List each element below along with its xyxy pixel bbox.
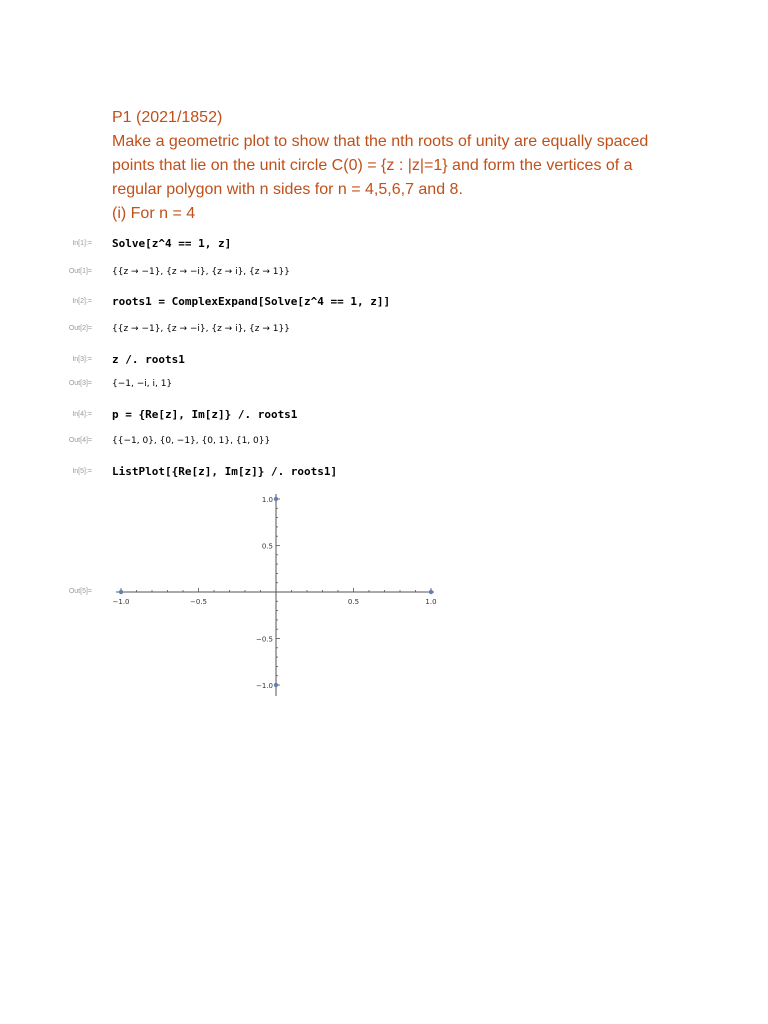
cell-input-code[interactable]: ListPlot[{Re[z], Im[z]} /. roots1] <box>112 465 338 478</box>
problem-heading <box>112 106 712 226</box>
cell-label: In[4]:= <box>72 411 92 418</box>
output-cell-3 <box>0 374 768 394</box>
output-cell-4 <box>0 431 768 451</box>
problem-text-line: Make a geometric plot to show that the nth roots of unity are equally spaced <box>112 133 649 150</box>
cell-input-code[interactable]: roots1 = ComplexExpand[Solve[z^4 == 1, z]] <box>112 295 391 308</box>
list-plot <box>100 488 450 708</box>
cell-input-code[interactable]: z /. roots1 <box>112 353 185 366</box>
input-cell-1[interactable] <box>0 234 768 254</box>
tick-labels <box>113 496 437 690</box>
input-cell-4[interactable] <box>0 405 768 425</box>
data-point <box>274 497 278 501</box>
x-tick-label: −0.5 <box>190 598 207 606</box>
cell-output-text: {−1, −i, i, 1} <box>112 379 173 389</box>
problem-text-line: regular polygon with n sides for n = 4,5,6,7 and 8. <box>112 181 463 198</box>
cell-label: Out[5]= <box>68 588 92 595</box>
cell-label: In[1]:= <box>72 240 92 247</box>
data-point <box>119 590 123 594</box>
y-tick-label: 1.0 <box>261 496 273 504</box>
cell-label: Out[3]= <box>68 380 92 387</box>
cell-input-code[interactable]: p = {Re[z], Im[z]} /. roots1 <box>112 408 298 421</box>
y-tick-label: 0.5 <box>261 542 273 551</box>
output-cell-2 <box>0 319 768 339</box>
cell-input-code[interactable]: Solve[z^4 == 1, z] <box>112 237 232 250</box>
input-cell-3[interactable] <box>0 350 768 370</box>
y-tick-label: −0.5 <box>256 635 273 644</box>
output-cell-1 <box>0 262 768 282</box>
x-tick-label: 0.5 <box>347 598 360 606</box>
problem-text-line: points that lie on the unit circle C(0) = {z : |z|=1} and form the vertices of a <box>112 157 633 174</box>
cell-label: Out[1]= <box>68 268 92 275</box>
cell-label: Out[4]= <box>68 437 92 444</box>
cell-label: In[2]:= <box>72 298 92 305</box>
x-tick-label: −1.0 <box>112 598 130 606</box>
y-tick-label: −1.0 <box>256 682 273 690</box>
cell-label: Out[2]= <box>68 325 92 332</box>
problem-subpart: (i) For n = 4 <box>112 205 196 222</box>
cell-label: In[5]:= <box>72 468 92 475</box>
cell-output-text: {{z → −1}, {z → −i}, {z → i}, {z → 1}} <box>112 324 290 334</box>
data-point <box>274 683 278 687</box>
cell-label: In[3]:= <box>72 356 92 363</box>
cell-output-text: {{−1, 0}, {0, −1}, {0, 1}, {1, 0}} <box>112 436 271 446</box>
problem-title: P1 (2021/1852) <box>112 109 223 126</box>
data-point <box>429 590 433 594</box>
x-tick-label: 1.0 <box>425 598 437 606</box>
input-cell-2[interactable] <box>0 292 768 312</box>
input-cell-5[interactable] <box>0 462 768 482</box>
cell-output-text: {{z → −1}, {z → −i}, {z → i}, {z → 1}} <box>112 267 290 277</box>
